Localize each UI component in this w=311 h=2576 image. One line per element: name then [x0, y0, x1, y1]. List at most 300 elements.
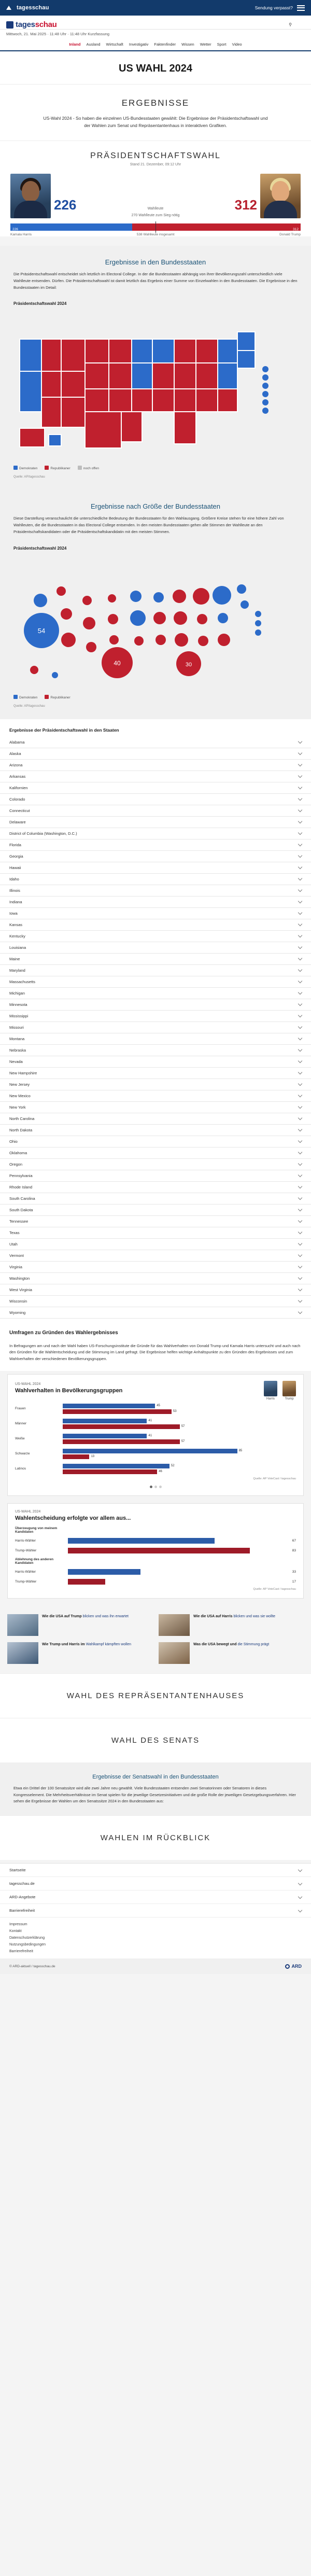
legend-label-republicans: Republikaner — [50, 467, 70, 471]
state-accordion-row[interactable] — [0, 999, 311, 1011]
chevron-down-icon — [298, 1230, 302, 1234]
nav-item-wetter[interactable]: Wetter — [200, 42, 211, 47]
chevron-down-icon — [298, 1070, 302, 1074]
footer-links[interactable] — [0, 1917, 311, 1958]
footer-row[interactable] — [0, 1877, 311, 1891]
harris-name-label: Kamala Harris — [10, 233, 32, 237]
chart1-bar — [63, 1449, 296, 1453]
chevron-down-icon — [298, 1298, 302, 1303]
state-accordion-row[interactable] — [0, 1182, 311, 1193]
state-name: Utah — [9, 1241, 18, 1247]
chevron-down-icon — [298, 911, 302, 915]
map1-heading: Ergebnisse in den Bundesstaaten — [105, 258, 206, 267]
legend-dot-democrats-2 — [13, 695, 18, 699]
chart-card-motivation — [7, 1503, 304, 1599]
state-accordion-row[interactable] — [0, 1205, 311, 1216]
chart1-category-label: Frauen — [15, 1407, 26, 1411]
state-accordion-row[interactable] — [0, 1033, 311, 1045]
chart1-bar-value: 85 — [238, 1449, 243, 1453]
state-accordion-row[interactable] — [0, 874, 311, 885]
chevron-down-icon — [298, 1013, 302, 1017]
map2-heading: Ergebnisse nach Größe der Bundesstaaten — [90, 502, 221, 511]
chart-card-demographics — [7, 1374, 304, 1496]
state-accordion-row[interactable] — [0, 771, 311, 782]
chart2-group-label: Harris-Wähler — [15, 1538, 36, 1543]
footer-link-barrierefreiheit[interactable]: Barrierefreiheit — [9, 1950, 33, 1954]
chevron-down-icon — [298, 1127, 302, 1131]
survey-text: In Befragungen am und nach der Wahl haben US-Forschungsinstitute die Gründe für das Wahlverhalten von Donald Trump und Kamala Harris untersucht und auch nach den Gründen für die Wahlentscheidung und die Stimmung im Land gefragt. Die Ergebnisse helfen wichtige Anhaltspunkte zu den Gründen des Ergebnisses und zum Wahlverhalten der verschiedenen Bevölkerungsgruppen. — [9, 1343, 301, 1362]
state-results-accordion — [0, 719, 311, 1319]
chevron-down-icon — [298, 819, 302, 823]
state-name: Florida — [9, 842, 21, 847]
chart1-bar — [63, 1469, 296, 1474]
state-name: Oregon — [9, 1161, 23, 1167]
state-accordion-row[interactable] — [0, 1284, 311, 1296]
chart2-category — [15, 1527, 296, 1534]
chart2-bar-value: 83 — [292, 1548, 296, 1552]
state-accordion-row[interactable] — [0, 976, 311, 988]
state-accordion-row[interactable] — [0, 748, 311, 760]
chart1-bar-value: 41 — [148, 1419, 152, 1423]
chevron-down-icon — [298, 1253, 302, 1257]
cartogram-section — [0, 490, 311, 719]
presidential-timestamp: Stand 21. Dezember, 09:12 Uhr — [130, 163, 181, 167]
state-name: Georgia — [9, 853, 23, 859]
chart2-source: Quelle: AP VoteCast / tagesschau — [253, 1587, 296, 1591]
chevron-down-icon — [298, 979, 302, 983]
play-triangle-icon — [6, 6, 11, 10]
state-name: Alabama — [9, 739, 25, 745]
state-accordion-row[interactable] — [0, 1307, 311, 1319]
state-name: Maine — [9, 956, 20, 961]
state-accordion-row[interactable] — [0, 908, 311, 919]
topbar-missed-show-link[interactable]: Sendung verpasst? — [255, 5, 293, 10]
state-name: Ohio — [9, 1139, 18, 1144]
chart2-kicker: US-WAHL 2024 — [15, 1509, 41, 1514]
state-name: Kentucky — [9, 933, 25, 939]
ard-circle-icon — [285, 1964, 290, 1969]
nav-item-wissen[interactable]: Wissen — [181, 42, 194, 47]
state-accordion-row[interactable] — [0, 1125, 311, 1136]
teaser-grid — [0, 1606, 311, 1673]
state-name: Nevada — [9, 1059, 23, 1064]
chevron-down-icon — [298, 1867, 302, 1871]
state-accordion-row[interactable] — [0, 919, 311, 931]
teaser-4-rest: die Stimmung prägt — [237, 1642, 270, 1646]
state-accordion-row[interactable] — [0, 965, 311, 976]
footer-copyright: © ARD-aktuell / tagesschau.de — [9, 1964, 55, 1968]
state-accordion-row[interactable] — [0, 817, 311, 828]
map1-source: Quelle: AP/tagesschau — [13, 475, 45, 479]
footer-row-label: Startseite — [9, 1868, 26, 1873]
chart1-bar — [63, 1464, 296, 1468]
chevron-down-icon — [298, 1207, 302, 1211]
state-accordion-row[interactable] — [0, 1227, 311, 1239]
nav-item-wirtschaft[interactable]: Wirtschaft — [106, 42, 123, 47]
teaser-item[interactable] — [159, 1614, 304, 1636]
state-accordion-row[interactable] — [0, 1147, 311, 1159]
state-name: West Virginia — [9, 1287, 32, 1292]
state-name: Pennsylvania — [9, 1173, 33, 1178]
electoral-bar — [10, 223, 301, 231]
site-header — [0, 16, 311, 30]
utility-topbar — [0, 0, 311, 16]
teaser-item[interactable] — [7, 1642, 152, 1664]
chevron-down-icon — [298, 865, 302, 869]
chevron-down-icon — [298, 1287, 302, 1291]
chevron-down-icon — [298, 1047, 302, 1052]
chevron-down-icon — [298, 1082, 302, 1086]
chart2-group-label: Trump-Wähler — [15, 1579, 37, 1584]
chart1-source: Quelle: AP VoteCast / tagesschau — [253, 1477, 296, 1480]
legend-label-democrats-2: Demokraten — [19, 695, 38, 699]
state-name: Louisiana — [9, 945, 26, 950]
footer-link-nutzungsbedingungen[interactable]: Nutzungsbedingungen — [9, 1943, 46, 1947]
chart1-group — [15, 1434, 296, 1444]
state-name: Alaska — [9, 751, 21, 756]
main-navigation[interactable] — [0, 39, 311, 51]
chart1-bar-value: 45 — [157, 1404, 160, 1408]
teaser-1-rest: blicken und was ihn erwartet — [82, 1614, 129, 1618]
bar-label-harris: 226 — [12, 228, 18, 231]
chart1-group — [15, 1464, 296, 1474]
legend-dot-open — [78, 466, 82, 470]
trump-name-label: Donald Trump — [279, 233, 301, 237]
state-accordion-row[interactable] — [0, 1262, 311, 1273]
trump-thumb — [282, 1381, 296, 1396]
state-accordion-row[interactable] — [0, 782, 311, 794]
state-name: Vermont — [9, 1253, 24, 1258]
carousel-dots[interactable] — [15, 1486, 296, 1488]
state-accordion-row[interactable] — [0, 794, 311, 805]
teaser-thumb-4 — [159, 1642, 190, 1664]
bar-label-trump: 312 — [293, 228, 299, 231]
state-name: North Dakota — [9, 1127, 33, 1132]
state-name: Iowa — [9, 911, 18, 916]
chart2-bar — [68, 1548, 250, 1553]
state-name: Massachusetts — [9, 979, 36, 984]
footer-row[interactable] — [0, 1891, 311, 1904]
state-accordion-row[interactable] — [0, 1102, 311, 1113]
state-accordion-row[interactable] — [0, 737, 311, 748]
electoral-votes-label: Wahlleute — [147, 207, 164, 211]
chart2-bar — [68, 1538, 215, 1544]
chevron-down-icon — [298, 945, 302, 949]
harris-thumb — [264, 1381, 277, 1396]
presidential-result-block — [0, 141, 311, 236]
footer-row-label: tagesschau.de — [9, 1881, 35, 1886]
state-accordion-row[interactable] — [0, 1216, 311, 1227]
chart1-group — [15, 1449, 296, 1459]
state-accordion-heading: Ergebnisse der Präsidentschaftswahl in den Staaten — [9, 727, 119, 733]
state-name: New Hampshire — [9, 1070, 37, 1075]
chevron-down-icon — [298, 876, 302, 880]
footer-link-impressum[interactable]: Impressum — [9, 1923, 27, 1927]
state-name: Illinois — [9, 888, 20, 893]
chart1-bar — [63, 1454, 296, 1459]
chevron-down-icon — [298, 1139, 302, 1143]
svg-text:54: 54 — [37, 626, 46, 635]
nav-item-sport[interactable]: Sport — [217, 42, 227, 47]
chart1-bar — [63, 1434, 296, 1438]
us-bubble-cartogram[interactable] — [10, 553, 301, 693]
state-name: Nebraska — [9, 1047, 26, 1053]
map2-kicker: Präsidentschaftswahl 2024 — [13, 545, 67, 551]
chevron-down-icon — [298, 1276, 302, 1280]
electoral-votes-needed: 270 Wahlleute zum Sieg nötig — [131, 213, 180, 217]
chevron-down-icon — [298, 1059, 302, 1063]
header-menu-icon[interactable] — [297, 22, 305, 27]
harris-electoral-votes: 226 — [54, 197, 77, 213]
state-name: Idaho — [9, 876, 19, 881]
chevron-down-icon — [298, 1025, 302, 1029]
state-name: Texas — [9, 1230, 20, 1235]
state-accordion-row[interactable] — [0, 1193, 311, 1205]
results-lead-text: US-Wahl 2024 - So haben die einzelnen US-Bundesstaaten gewählt: Die Ergebnisse der Präsidentschaftswahl und der Wahlen zum Senat und Repräsentantenhaus in interaktiven Grafiken. — [43, 116, 268, 129]
logo-mark-icon — [6, 21, 13, 29]
state-name: District of Columbia (Washington, D.C.) — [9, 831, 77, 836]
chevron-down-icon — [298, 808, 302, 812]
chart1-bar — [63, 1404, 296, 1408]
chart2-category — [15, 1558, 296, 1565]
us-choropleth-map[interactable] — [10, 308, 301, 464]
chevron-down-icon — [298, 853, 302, 858]
state-name: New Jersey — [9, 1082, 30, 1087]
chart2-bar-value: 33 — [292, 1570, 296, 1574]
chevron-down-icon — [298, 1184, 302, 1188]
legend-dot-republicans-2 — [45, 695, 49, 699]
nav-item-investigativ[interactable]: Investigativ — [129, 42, 149, 47]
teaser-1-lead: Wie die USA auf Trump — [42, 1614, 82, 1618]
chevron-down-icon — [298, 899, 302, 903]
state-accordion-row[interactable] — [0, 1239, 311, 1250]
state-name: New Mexico — [9, 1093, 31, 1098]
page-title: US WAHL 2024 — [0, 51, 311, 85]
chevron-down-icon — [298, 956, 302, 960]
senate-section-heading: WAHL DES SENATS — [0, 1718, 311, 1762]
chevron-down-icon — [298, 1264, 302, 1268]
footer-row-label: ARD-Angebote — [9, 1895, 36, 1900]
chart1-series-harris-label: Harris — [266, 1397, 275, 1401]
state-name: South Carolina — [9, 1196, 35, 1201]
state-accordion-row[interactable] — [0, 1056, 311, 1068]
state-accordion-row[interactable] — [0, 1068, 311, 1079]
state-accordion-row[interactable] — [0, 1296, 311, 1307]
date-bar — [0, 30, 311, 39]
chevron-down-icon — [298, 1116, 302, 1120]
candidate-harris — [10, 174, 51, 218]
state-name: Montana — [9, 1036, 25, 1041]
chart2-group-label: Trump-Wähler — [15, 1548, 37, 1552]
chart1-bar-value: 52 — [171, 1464, 175, 1468]
chart1-title: Wahlverhalten in Bevölkerungsgruppen — [15, 1387, 123, 1394]
ard-label: ARD — [291, 1964, 302, 1969]
state-accordion-row[interactable] — [0, 1113, 311, 1125]
chevron-down-icon — [298, 831, 302, 835]
chevron-down-icon — [298, 1908, 302, 1912]
footer-link-kontakt[interactable]: Kontakt — [9, 1929, 22, 1934]
chart1-bar-value: 57 — [181, 1440, 185, 1444]
chevron-down-icon — [298, 1196, 302, 1200]
state-accordion-row[interactable] — [0, 851, 311, 862]
chart1-bar-value: 53 — [173, 1410, 177, 1413]
legend-label-republicans-2: Republikaner — [50, 695, 70, 699]
trump-photo — [260, 174, 301, 218]
state-name: Indiana — [9, 899, 22, 904]
presidential-heading: PRÄSIDENTSCHAFTSWAHL — [90, 151, 221, 161]
state-results-map-section — [0, 246, 311, 490]
state-accordion-row[interactable] — [0, 1022, 311, 1033]
map1-text: Die Präsidentschaftswahl entscheidet sich letztlich im Electoral College. In der die Bundesstaaten abhängig von ihrer Bevölkerungszahl unterschiedlich viele Wahlleute entsenden. Dürfen. Die Präsidentschaftswahl ist damit letztlich das Ergebnis einer Summe von Einzelwahlen in den Bundesstaaten. Die Ergebnisse in den Bundesstaaten im Detail: — [13, 272, 298, 290]
chart1-bar-value: 13 — [91, 1455, 95, 1459]
state-accordion-row[interactable] — [0, 897, 311, 908]
survey-section — [0, 1319, 311, 1371]
state-accordion-row[interactable] — [0, 1273, 311, 1284]
state-accordion-row[interactable] — [0, 1136, 311, 1147]
state-accordion-row[interactable] — [0, 1011, 311, 1022]
chart1-category-label: Weiße — [15, 1437, 25, 1441]
nav-item-faktenfinder[interactable]: Faktenfinder — [154, 42, 176, 47]
legend-dot-republicans — [45, 466, 49, 470]
chevron-down-icon — [298, 739, 302, 744]
state-name: Missouri — [9, 1025, 24, 1030]
senate-sub-heading: Ergebnisse der Senatswahl in den Bundesstaaten — [92, 1773, 219, 1780]
state-accordion-row[interactable] — [0, 942, 311, 954]
chart1-bar — [63, 1409, 296, 1414]
chevron-down-icon — [298, 1093, 302, 1097]
state-name: Mississippi — [9, 1013, 29, 1018]
chart2-bar-value: 67 — [292, 1538, 296, 1543]
teaser-item[interactable] — [7, 1614, 152, 1636]
state-accordion-row[interactable] — [0, 862, 311, 874]
nav-item-inland[interactable]: Inland — [69, 42, 81, 47]
legend-dot-democrats — [13, 466, 18, 470]
chevron-down-icon — [298, 990, 302, 995]
chart1-category-label: Latinos — [15, 1467, 26, 1471]
state-accordion-row[interactable] — [0, 1250, 311, 1262]
teaser-2-lead: Wie die USA auf Harris — [193, 1614, 233, 1618]
retrospective-heading: WAHLEN IM RÜCKBLICK — [0, 1815, 311, 1860]
state-accordion-row[interactable] — [0, 885, 311, 897]
state-accordion-row[interactable] — [0, 805, 311, 817]
teaser-3-rest: Wahlkampf kämpften wollen — [86, 1642, 132, 1646]
logo-text-red: schau — [35, 20, 57, 29]
nav-item-video[interactable]: Video — [232, 42, 242, 47]
chart1-plot — [15, 1404, 296, 1474]
chart1-bar-value: 46 — [159, 1470, 162, 1474]
topbar-brand[interactable]: tagesschau — [17, 5, 49, 11]
chart2-bar — [68, 1569, 140, 1575]
results-intro-section — [0, 85, 311, 141]
state-name: Rhode Island — [9, 1184, 33, 1189]
teaser-item[interactable] — [159, 1642, 304, 1664]
chevron-down-icon — [298, 922, 302, 926]
legend-label-open: noch offen — [83, 467, 99, 471]
chart1-bar-value: 41 — [148, 1434, 152, 1438]
chart1-group — [15, 1419, 296, 1429]
state-accordion-row[interactable] — [0, 1170, 311, 1182]
chevron-down-icon — [298, 842, 302, 846]
chevron-down-icon — [298, 785, 302, 789]
state-name: Arkansas — [9, 774, 26, 779]
state-name: Connecticut — [9, 808, 30, 813]
chart1-bar — [63, 1439, 296, 1444]
total-electoral-label: 538 Wahlleute insgesamt — [136, 233, 175, 237]
map2-text: Diese Darstellung veranschaulicht die unterschiedliche Bedeutung der Bundesstaaten für den Wahlausgang. Größere Kreise stehen für eine höhere Zahl von Wahlleuten, die die Bundesstaaten in das Electoral College entsenden. In den meisten Bundesstaaten gehen alle Stimmen der Wahlleute an den Präsidentschaftskandidaten oder die Präsidentschaftskandidatin mit den meisten Stimmen. — [13, 516, 284, 534]
house-section-heading: WAHL DES REPRÄSENTANTENHAUSES — [0, 1673, 311, 1718]
chevron-down-icon — [298, 774, 302, 778]
chevron-down-icon — [298, 1310, 302, 1314]
svg-text:30: 30 — [185, 661, 192, 668]
chart1-kicker: US-WAHL 2024 — [15, 1382, 41, 1386]
state-accordion-row[interactable] — [0, 839, 311, 851]
state-accordion-row[interactable] — [0, 954, 311, 965]
state-name: Michigan — [9, 990, 25, 996]
teaser-2-rest: blicken und was sie wollte — [233, 1614, 276, 1618]
chevron-down-icon — [298, 968, 302, 972]
chart1-bar — [63, 1419, 296, 1423]
candidate-trump — [260, 174, 301, 218]
state-accordion-row[interactable] — [0, 988, 311, 999]
charts-area — [0, 1371, 311, 1599]
chart2-bar — [68, 1579, 105, 1585]
state-accordion-row[interactable] — [0, 1079, 311, 1090]
chevron-down-icon — [298, 1002, 302, 1006]
footer-row-label: Barrierefreiheit — [9, 1908, 35, 1913]
state-name: Oklahoma — [9, 1150, 27, 1155]
chart1-category-label: Schwarze — [15, 1452, 30, 1456]
ard-logo[interactable] — [285, 1964, 302, 1969]
chevron-down-icon — [298, 796, 302, 801]
state-accordion-row[interactable] — [0, 1090, 311, 1102]
state-name: Hawaii — [9, 865, 21, 870]
teaser-thumb-1 — [7, 1614, 38, 1636]
state-accordion-row[interactable] — [0, 828, 311, 839]
chevron-down-icon — [298, 1104, 302, 1109]
site-logo[interactable] — [6, 20, 57, 29]
footer-row[interactable] — [0, 1864, 311, 1877]
state-name: Colorado — [9, 796, 25, 802]
trump-electoral-votes: 312 — [234, 197, 257, 213]
map1-kicker: Präsidentschaftswahl 2024 — [13, 301, 67, 306]
search-icon[interactable]: ⚲ — [289, 22, 292, 27]
state-name: Kalifornien — [9, 785, 28, 790]
chart2-bar-row — [15, 1548, 296, 1553]
state-accordion-row[interactable] — [0, 1045, 311, 1056]
map1-legend — [0, 464, 311, 475]
harris-photo — [10, 174, 51, 218]
chart2-bar-row — [15, 1579, 296, 1585]
footer-row[interactable] — [0, 1904, 311, 1917]
state-accordion-row[interactable] — [0, 760, 311, 771]
chart1-group — [15, 1404, 296, 1414]
senate-results-block — [0, 1762, 311, 1815]
state-accordion-row[interactable] — [0, 931, 311, 942]
chart1-bar — [63, 1424, 296, 1429]
teaser-4-lead: Was die USA bewegt und — [193, 1642, 237, 1646]
chart2-bar-row — [15, 1538, 296, 1544]
footer-link-datenschutz[interactable]: Datenschutzerklärung — [9, 1936, 45, 1940]
chart1-legend-trump — [282, 1381, 296, 1401]
site-footer — [0, 1863, 311, 1974]
nav-item-ausland[interactable]: Ausland — [86, 42, 101, 47]
chart2-title: Wahlentscheidung erfolgte vor allem aus... — [15, 1515, 131, 1521]
state-accordion-row[interactable] — [0, 1159, 311, 1170]
map2-source: Quelle: AP/tagesschau — [13, 704, 45, 708]
results-heading: ERGEBNISSE — [121, 98, 190, 108]
hamburger-icon[interactable] — [297, 5, 305, 11]
state-name: Virginia — [9, 1264, 22, 1269]
